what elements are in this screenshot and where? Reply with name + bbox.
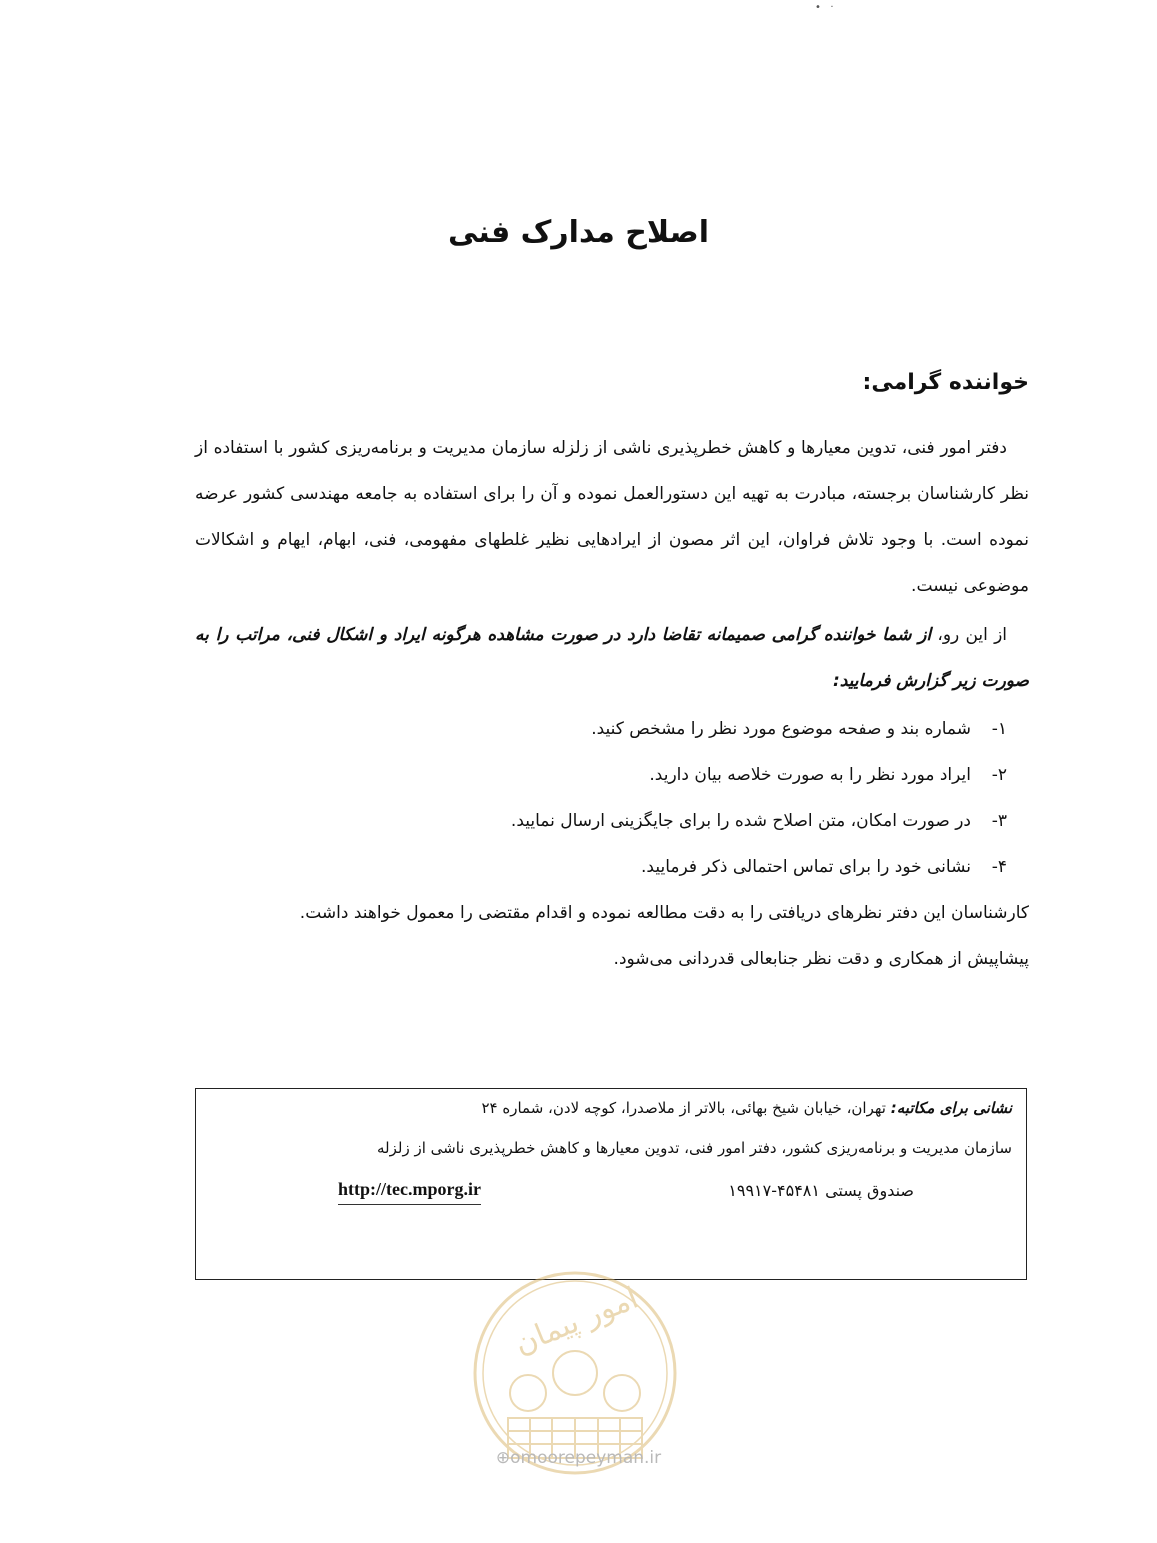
list-item: ۲-ایراد مورد نظر را به صورت خلاصه بیان دارید. — [649, 765, 1007, 785]
request-emphasis: از شما خواننده گرامی صمیمانه تقاضا دارد در صورت مشاهده هرگونه ایراد و اشکال فنی، مراتب را به صورت زیر گزارش فرمایید: — [195, 625, 1029, 691]
address-line — [481, 1099, 1012, 1117]
po-box: صندوق پستی ۴۵۴۸۱-۱۹۹۱۷ — [728, 1181, 914, 1200]
scan-mark: • · — [815, 2, 834, 13]
closing-line-2: پیشاپیش از همکاری و دقت نظر جنابعالی قدردانی می‌شود. — [613, 949, 1029, 969]
closing-text — [195, 890, 1029, 982]
address-label: نشانی برای مکاتبه: — [890, 1099, 1012, 1117]
request-paragraph — [195, 612, 1029, 704]
instructions-list — [329, 706, 1029, 890]
website-link[interactable]: http://tec.mporg.ir — [338, 1179, 481, 1205]
request-prefix: از این رو، — [937, 625, 1008, 645]
watermark-logo-icon — [470, 1268, 680, 1478]
list-item: ۱-شماره بند و صفحه موضوع مورد نظر را مشخص کنید. — [591, 719, 1007, 739]
salutation: خواننده گرامی: — [862, 370, 1029, 395]
list-item: ۴-نشانی خود را برای تماس احتمالی ذکر فرمایید. — [641, 857, 1007, 877]
address-text: تهران، خیابان شیخ بهائی، بالاتر از ملاصدرا، کوچه لادن، شماره ۲۴ — [481, 1099, 886, 1117]
organization-line: سازمان مدیریت و برنامه‌ریزی کشور، دفتر امور فنی، تدوین معیارها و کاهش خطرپذیری ناشی از زلزله — [377, 1139, 1012, 1157]
intro-paragraph — [195, 425, 1029, 609]
intro-paragraph-text: دفتر امور فنی، تدوین معیارها و کاهش خطرپذیری ناشی از زلزله سازمان مدیریت و برنامه‌ریزی کشور با استفاده از نظر کارشناسان برجسته، مبادرت به تهیه این دستورالعمل نموده و آن را برای استفاده به جامعه مهندسی کشور عرضه نموده است. با وجود تلاش فراوان، این اثر مصون از ایرادهایی نظیر غلطهای مفهومی، فنی، ابهام، ایهام و اشکالات موضوعی نیست. — [195, 438, 1029, 596]
closing-line-1: کارشناسان این دفتر نظرهای دریافتی را به دقت مطالعه نموده و اقدام مقتضی را معمول خواهند داشت. — [299, 903, 1029, 923]
list-item: ۳-در صورت امکان، متن اصلاح شده را برای جایگزینی ارسال نمایید. — [510, 811, 1007, 831]
contact-box — [195, 1088, 1027, 1280]
page-title: اصلاح مدارک فنی — [448, 215, 709, 250]
watermark-site: ⊕omoorepeyman.ir — [495, 1448, 662, 1468]
svg-text:امور پیمان: امور پیمان — [509, 1280, 644, 1362]
